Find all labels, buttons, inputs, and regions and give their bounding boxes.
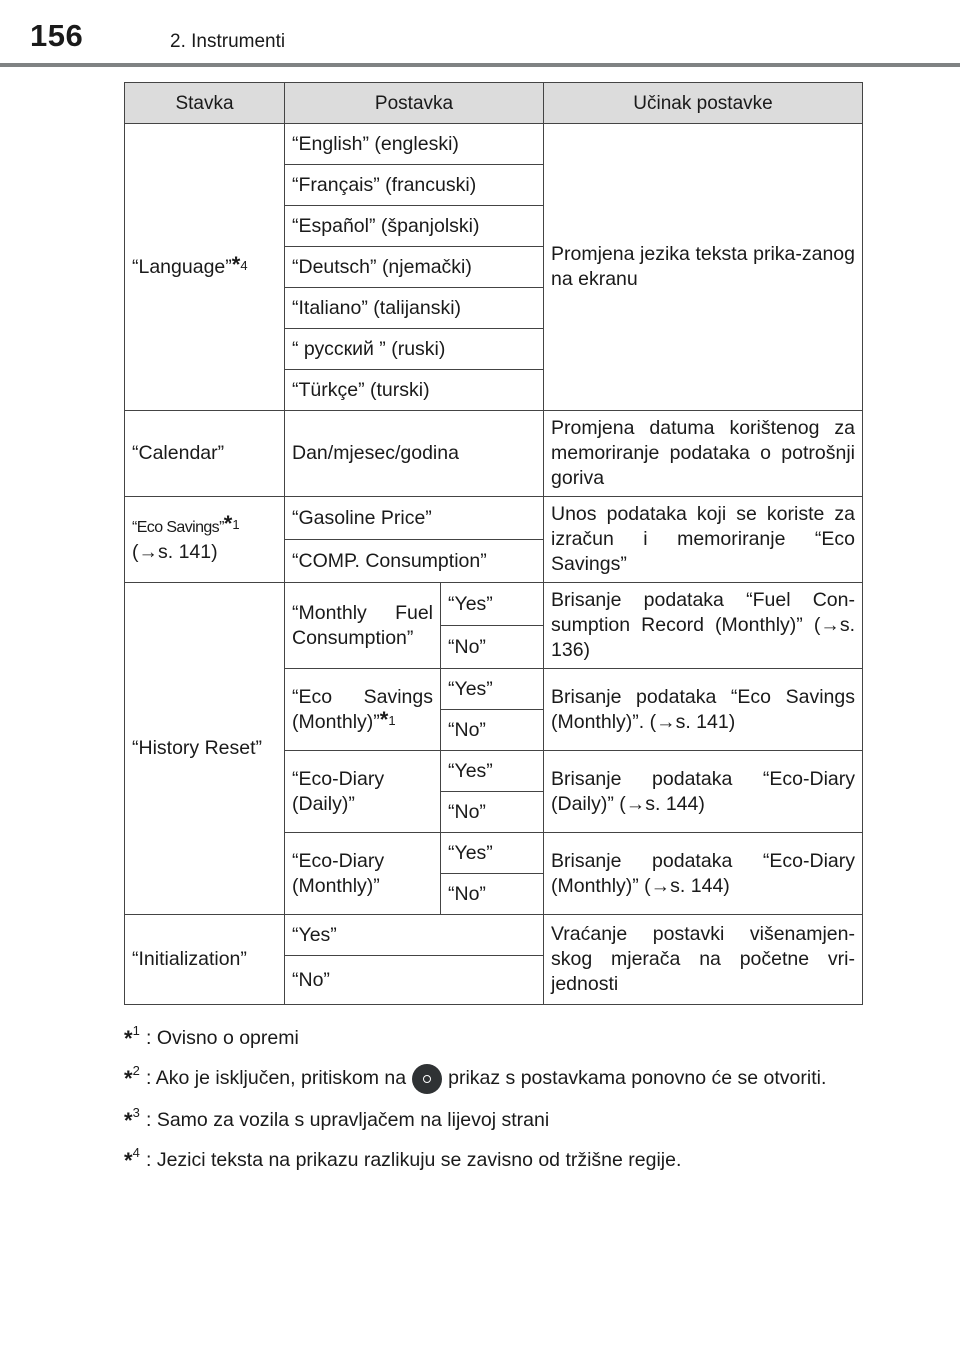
initialization-yes: “Yes” (285, 915, 544, 956)
table-header-row (125, 83, 863, 124)
footnotes (124, 1024, 862, 1186)
column-header-item: Stavka (125, 83, 285, 124)
calendar-setting: Dan/mjesec/godina (285, 411, 544, 497)
history-no: “No” (441, 792, 544, 833)
footnote: *$^2$ : Ako je isključen, pritiskom na prikaz s postavkama ponovno će se otvoriti. (124, 1064, 862, 1094)
history-yes: “Yes” (441, 669, 544, 710)
column-header-setting: Postavka (285, 83, 544, 124)
eco-savings-setting: “COMP. Consumption” (285, 540, 544, 583)
table-row (125, 411, 863, 497)
item-language: “Language”*$^4$ (125, 124, 285, 411)
language-effect: Promjena jezika teksta prika-zanog na ekranu (544, 124, 863, 411)
item-calendar: “Calendar” (125, 411, 285, 497)
history-no: “No” (441, 874, 544, 915)
history-group-name: “Eco-Diary (Daily)” (285, 751, 441, 833)
initialization-no: “No” (285, 956, 544, 1005)
settings-table (124, 82, 863, 1005)
footnote: *$^1$ : Ovisno o opremi (124, 1023, 299, 1051)
language-option: “Deutsch” (njemački) (285, 247, 544, 288)
eco-savings-effect: Unos podataka koji se koriste za izračun i memoriranje “Eco Savings” (544, 497, 863, 583)
display-button-icon (412, 1064, 442, 1094)
history-effect: Brisanje podataka “Fuel Con-sumption Record (Monthly)” (→s. 136) (544, 583, 863, 669)
language-option: “Italiano” (talijanski) (285, 288, 544, 329)
language-option: “English” (engleski) (285, 124, 544, 165)
item-eco-savings: “Eco Savings”*$^1$ (→s. 141) (125, 497, 285, 583)
language-option: “ русский ” (ruski) (285, 329, 544, 370)
history-yes: “Yes” (441, 751, 544, 792)
table-row (125, 583, 863, 626)
language-option: “Français” (francuski) (285, 165, 544, 206)
footnote: *$^3$ : Samo za vozila s upravljačem na lijevoj strani (124, 1105, 550, 1133)
section-title: 2. Instrumenti (170, 31, 286, 52)
history-group-name: “Monthly Fuel Consumption” (285, 583, 441, 669)
item-initialization: “Initialization” (125, 915, 285, 1005)
history-yes: “Yes” (441, 583, 544, 626)
language-option: “Español” (španjolski) (285, 206, 544, 247)
history-effect: Brisanje podataka “Eco-Diary (Monthly)” (→s. 144) (544, 833, 863, 915)
history-group-name: “Eco Savings (Monthly)”*$^1$ (285, 669, 441, 751)
history-effect: Brisanje podataka “Eco Savings (Monthly)”. (→s. 141) (544, 669, 863, 751)
calendar-effect: Promjena datuma korištenog za memoriranje podataka o potrošnji goriva (544, 411, 863, 497)
header-divider (0, 63, 960, 67)
footnote: *$^4$ : Jezici teksta na prikazu razlikuju se zavisno od tržišne regije. (124, 1145, 682, 1173)
language-option: “Türkçe” (turski) (285, 370, 544, 411)
history-effect: Brisanje podataka “Eco-Diary (Daily)” (→s. 144) (544, 751, 863, 833)
table-row (125, 497, 863, 540)
history-no: “No” (441, 626, 544, 669)
history-no: “No” (441, 710, 544, 751)
table-row (125, 915, 863, 956)
eco-savings-setting: “Gasoline Price” (285, 497, 544, 540)
item-history-reset: “History Reset” (125, 583, 285, 915)
table-row (125, 124, 863, 165)
history-group-name: “Eco-Diary (Monthly)” (285, 833, 441, 915)
initialization-effect: Vraćanje postavki višenamjen-skog mjerača na početne vri-jednosti (544, 915, 863, 1005)
column-header-effect: Učinak postavke (544, 83, 863, 124)
history-yes: “Yes” (441, 833, 544, 874)
page-number: 156 (30, 18, 84, 53)
